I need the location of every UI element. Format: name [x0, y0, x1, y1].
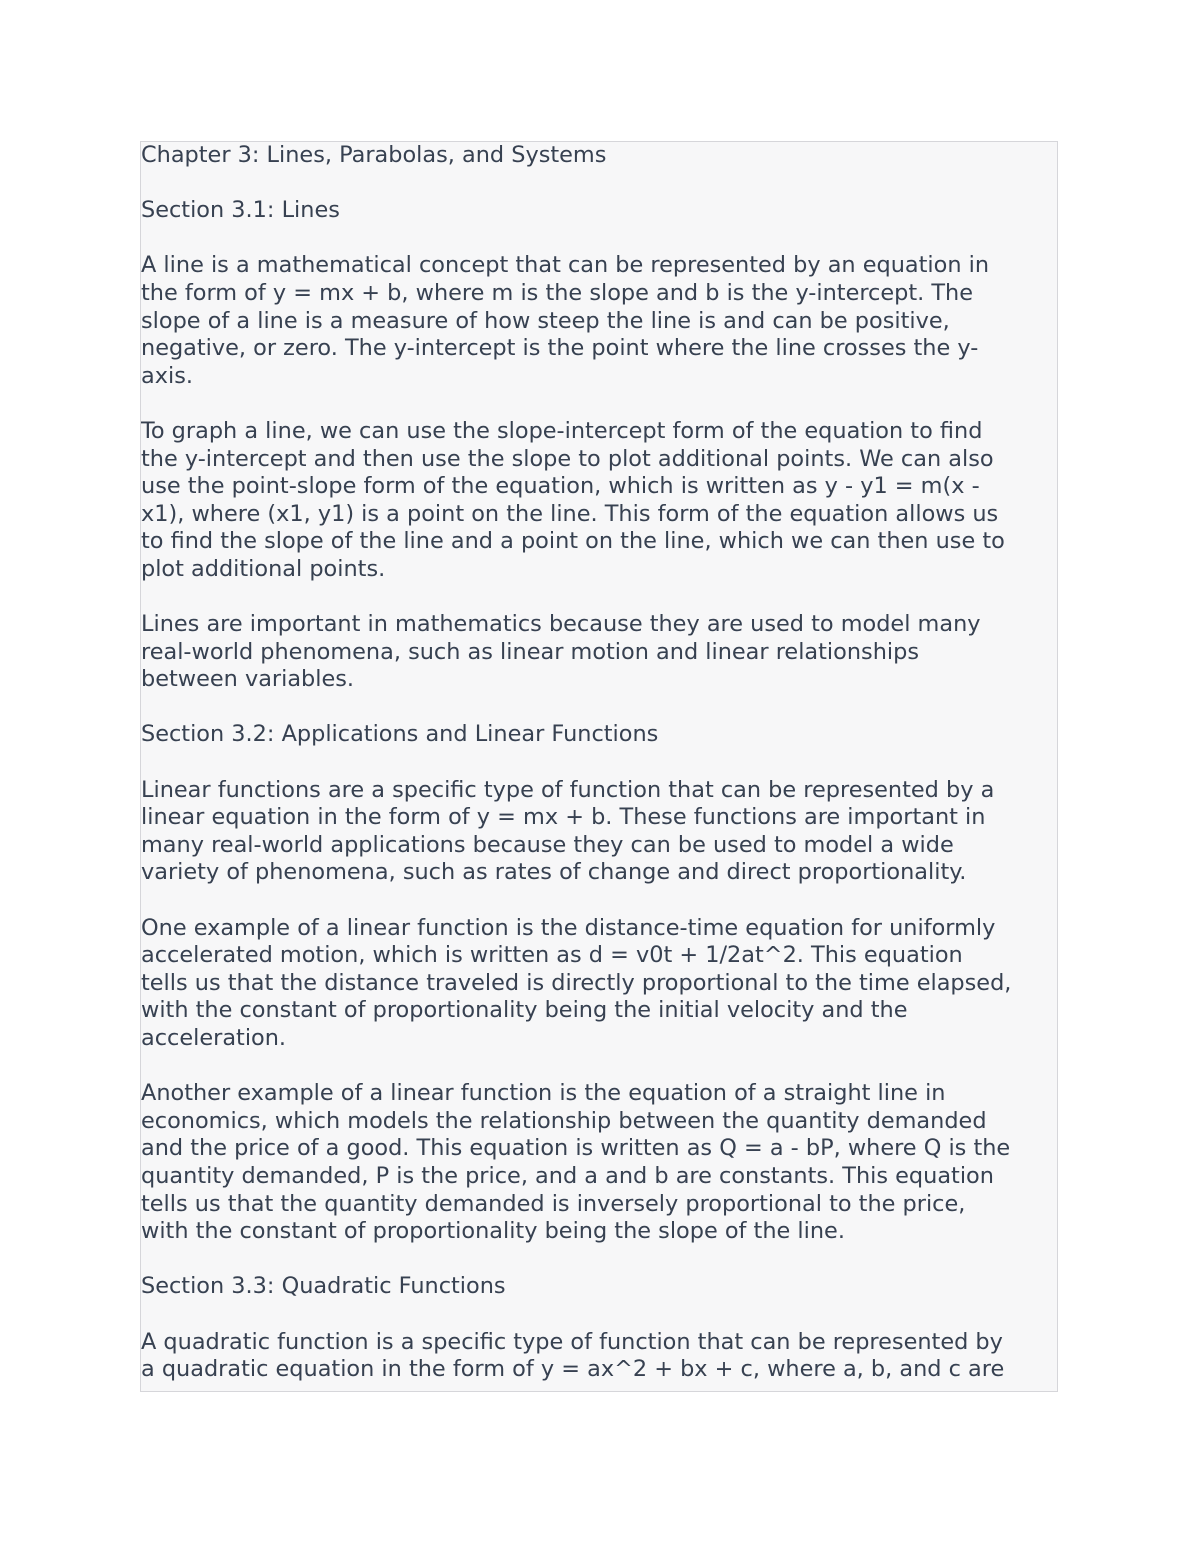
paragraph [141, 915, 1057, 1053]
paragraph [141, 252, 1057, 390]
text-line: with the constant of proportionality being the slope of the line. [141, 1218, 845, 1245]
text-line: negative, or zero. The y-intercept is the point where the line crosses the y- [141, 335, 979, 362]
section-heading [141, 197, 1057, 225]
text-line: Lines are important in mathematics because they are used to model many [141, 611, 981, 638]
text-line: acceleration. [141, 1025, 287, 1051]
paragraph-gap [141, 390, 1057, 418]
text-line: Chapter 3: Lines, Parabolas, and Systems [141, 142, 607, 168]
section-heading [141, 721, 1057, 749]
text-line: One example of a linear function is the distance-time equation for uniformly [141, 914, 996, 941]
text-line: the form of y = mx + b, where m is the slope and b is the y-intercept. The [141, 279, 974, 306]
section-heading [141, 142, 1057, 170]
text-line: x1), where (x1, y1) is a point on the line. This form of the equation allows us [141, 500, 999, 527]
text-line: economics, which models the relationship between the quantity demanded [141, 1107, 987, 1134]
paragraph-gap [141, 694, 1057, 722]
text-line: Section 3.3: Quadratic Functions [141, 1273, 506, 1300]
text-line: tells us that the quantity demanded is inversely proportional to the price, [141, 1190, 966, 1217]
text-line: between variables. [141, 666, 355, 693]
text-line: tells us that the distance traveled is directly proportional to the time elapsed, [141, 969, 1012, 996]
paragraph-gap [141, 1053, 1057, 1081]
paragraph-gap [141, 170, 1057, 198]
paragraph-gap [141, 225, 1057, 253]
text-line: axis. [141, 362, 193, 389]
text-line: accelerated motion, which is written as d = v0t + 1/2at^2. This equation [141, 942, 963, 969]
text-line: Section 3.1: Lines [141, 197, 340, 224]
document-body [141, 142, 1057, 1384]
text-line: linear equation in the form of y = mx + b. These functions are important in [141, 804, 986, 831]
text-line: with the constant of proportionality being the initial velocity and the [141, 997, 908, 1024]
section-heading [141, 1273, 1057, 1301]
text-line: plot additional points. [141, 555, 386, 582]
text-line: Another example of a linear function is the equation of a straight line in [141, 1080, 946, 1107]
paragraph-gap [141, 584, 1057, 612]
paragraph-gap [141, 1301, 1057, 1329]
text-line: A line is a mathematical concept that can be represented by an equation in [141, 252, 990, 279]
paragraph-gap [141, 1246, 1057, 1274]
text-line: use the point-slope form of the equation, which is written as y - y1 = m(x - [141, 473, 980, 500]
paragraph [141, 418, 1057, 584]
text-line: variety of phenomena, such as rates of change and direct proportionality. [141, 859, 967, 886]
paragraph [141, 1080, 1057, 1246]
paragraph [141, 1329, 1057, 1384]
text-line: To graph a line, we can use the slope-intercept form of the equation to find [141, 417, 983, 444]
text-line: Section 3.2: Applications and Linear Functions [141, 721, 659, 748]
paragraph [141, 611, 1057, 694]
text-line: a quadratic equation in the form of y = ax^2 + bx + c, where a, b, and c are [141, 1356, 1005, 1383]
text-line: the y-intercept and then use the slope to plot additional points. We can also [141, 445, 994, 472]
text-line: quantity demanded, P is the price, and a and b are constants. This equation [141, 1162, 994, 1189]
text-line: A quadratic function is a specific type of function that can be represented by [141, 1328, 1003, 1355]
text-line: and the price of a good. This equation is written as Q = a - bP, where Q is the [141, 1135, 1011, 1162]
text-line: many real-world applications because they can be used to model a wide [141, 831, 954, 858]
text-line: to find the slope of the line and a point on the line, which we can then use to [141, 528, 1005, 555]
document-text-box [140, 141, 1058, 1392]
text-line: Linear functions are a specific type of function that can be represented by a [141, 776, 995, 803]
paragraph [141, 777, 1057, 887]
text-line: slope of a line is a measure of how steep the line is and can be positive, [141, 307, 950, 334]
paragraph-gap [141, 887, 1057, 915]
paragraph-gap [141, 749, 1057, 777]
text-line: real-world phenomena, such as linear motion and linear relationships [141, 638, 919, 665]
